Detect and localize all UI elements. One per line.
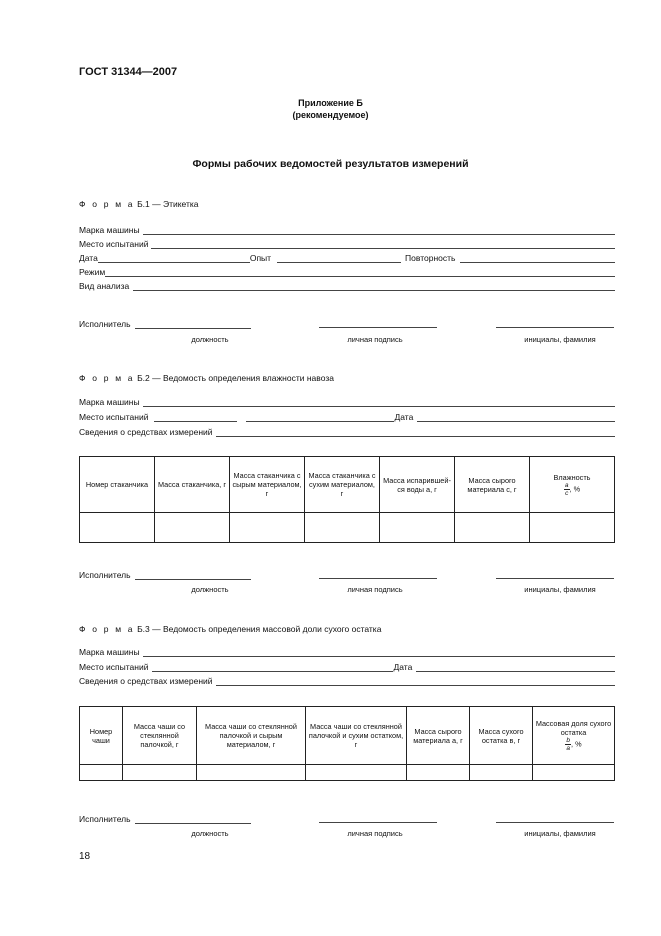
position-field[interactable] <box>135 814 251 824</box>
initials-caption: инициалы, фамилия <box>524 829 596 838</box>
form-word: Ф о р м а <box>79 199 135 209</box>
means-label: Сведения о средствах измерений <box>79 676 213 686</box>
initials-caption: инициалы, фамилия <box>524 335 596 344</box>
initials-caption: инициалы, фамилия <box>524 585 596 594</box>
form-b1-date-row <box>79 253 615 263</box>
column-header: Масса стаканчика с сырым материалом, г <box>230 457 305 513</box>
form-b2-means-row <box>79 427 615 437</box>
column-header: Масса испарившей-ся воды a, г <box>380 457 455 513</box>
humidity-header: Влажность $\frac{a}{c}$ , % <box>530 457 615 513</box>
date-label: Дата <box>394 412 414 422</box>
column-header: Масса чаши со стеклянной палочкой, г <box>123 707 197 765</box>
repeat-label: Повторность <box>405 253 456 263</box>
executor-row-1 <box>79 319 251 329</box>
fraction-header: Массовая доля сухого остатка $\frac{b}{a}$ , % <box>533 707 615 765</box>
form-b3-means-row <box>79 676 615 686</box>
table-cell[interactable] <box>80 765 123 781</box>
form-b1-place-row <box>79 239 615 249</box>
form-b3-heading <box>79 624 381 634</box>
table-cell[interactable] <box>407 765 470 781</box>
column-header: Массовая доля сухого остатка <box>535 719 612 737</box>
date-field[interactable] <box>417 412 615 422</box>
date-field[interactable] <box>98 253 250 263</box>
position-caption: должность <box>191 335 229 344</box>
table-cell[interactable] <box>80 513 155 543</box>
humidity-fraction: $\frac{a}{c}$ <box>564 481 569 497</box>
column-header: Масса сырого материала c, г <box>455 457 530 513</box>
mode-field[interactable] <box>105 267 615 277</box>
brand-field[interactable] <box>143 647 615 657</box>
place-label: Место испытаний <box>79 662 149 672</box>
form-b1-mode-row <box>79 267 615 277</box>
column-header: Номер стаканчика <box>80 457 155 513</box>
means-field[interactable] <box>216 676 615 686</box>
analysis-label: Вид анализа <box>79 281 130 291</box>
signature-caption: личная подпись <box>347 335 403 344</box>
trial-label: Опыт <box>249 253 272 263</box>
form-word: Ф о р м а <box>79 373 135 383</box>
trial-field[interactable] <box>277 253 401 263</box>
fraction-formula: $\frac{b}{a}$ <box>566 737 571 752</box>
form-b1-analysis-row <box>79 281 615 291</box>
place-label: Место испытаний <box>79 239 149 249</box>
analysis-field[interactable] <box>133 281 615 291</box>
signature-field[interactable] <box>319 569 437 579</box>
brand-label: Марка машины <box>79 647 140 657</box>
initials-field[interactable] <box>496 813 614 823</box>
appendix-subtitle: (рекомендуемое) <box>292 110 369 120</box>
table-cell[interactable] <box>470 765 533 781</box>
position-field[interactable] <box>135 570 251 580</box>
means-label: Сведения о средствах измерений <box>79 427 213 437</box>
place-label: Место испытаний <box>79 412 149 422</box>
table-cell[interactable] <box>306 765 407 781</box>
executor-label: Исполнитель <box>79 570 131 580</box>
form-b2-heading <box>79 373 334 383</box>
table-cell[interactable] <box>230 513 305 543</box>
humidity-table <box>79 456 615 543</box>
table-row <box>80 765 615 781</box>
column-header: Влажность <box>553 472 591 482</box>
position-caption: должность <box>191 829 229 838</box>
repeat-field[interactable] <box>460 253 615 263</box>
signature-caption: личная подпись <box>347 585 403 594</box>
table-cell[interactable] <box>533 765 615 781</box>
form-b2-brand-row <box>79 397 615 407</box>
table-cell[interactable] <box>305 513 380 543</box>
place-field[interactable] <box>154 412 237 422</box>
date-label: Дата <box>79 253 98 263</box>
position-field[interactable] <box>135 319 251 329</box>
appendix-title: Приложение Б <box>298 98 363 108</box>
table-cell[interactable] <box>530 513 615 543</box>
mode-label: Режим <box>79 267 106 277</box>
place-field-2[interactable] <box>246 412 394 422</box>
document-header: ГОСТ 31344—2007 <box>79 66 178 78</box>
form-b3-label: Б.3 — Ведомость определения массовой доли сухого остатка <box>134 624 382 634</box>
brand-field[interactable] <box>143 225 615 235</box>
place-field[interactable] <box>152 662 393 672</box>
brand-label: Марка машины <box>79 397 140 407</box>
signature-field[interactable] <box>319 318 437 328</box>
table-cell[interactable] <box>455 513 530 543</box>
table-cell[interactable] <box>155 513 230 543</box>
executor-label: Исполнитель <box>79 319 131 329</box>
form-b1-brand-row <box>79 225 615 235</box>
position-caption: должность <box>191 585 229 594</box>
executor-row-2 <box>79 570 251 580</box>
column-header: Масса сухого остатка в, г <box>470 707 533 765</box>
page-number: 18 <box>79 851 91 862</box>
form-b1-heading <box>79 199 199 209</box>
initials-field[interactable] <box>496 569 614 579</box>
column-header: Номер чаши <box>80 707 123 765</box>
means-field[interactable] <box>216 427 615 437</box>
table-cell[interactable] <box>123 765 197 781</box>
executor-label: Исполнитель <box>79 814 131 824</box>
executor-row-3 <box>79 814 251 824</box>
column-header: Масса стаканчика с сухим материалом, г <box>305 457 380 513</box>
table-cell[interactable] <box>197 765 306 781</box>
column-header: Масса сырого материала a, г <box>407 707 470 765</box>
document-title: Формы рабочих ведомостей результатов измерений <box>192 158 469 170</box>
place-field[interactable] <box>151 239 615 249</box>
form-b1-label: Б.1 — Этикетка <box>134 199 199 209</box>
signature-field[interactable] <box>319 813 437 823</box>
brand-label: Марка машины <box>79 225 140 235</box>
date-label: Дата <box>393 662 413 672</box>
table-row <box>80 513 615 543</box>
column-header: Масса чаши со стеклянной палочкой и сухим остатком, г <box>306 707 407 765</box>
column-header: Масса стаканчика, г <box>155 457 230 513</box>
brand-field[interactable] <box>143 397 615 407</box>
signature-caption: личная подпись <box>347 829 403 838</box>
initials-field[interactable] <box>496 318 614 328</box>
column-header: Масса чаши со стеклянной палочкой и сырым материалом, г <box>197 707 306 765</box>
form-b2-place-row <box>79 412 615 422</box>
form-b2-label: Б.2 — Ведомость определения влажности навоза <box>134 373 334 383</box>
form-b3-brand-row <box>79 647 615 657</box>
form-b3-place-row <box>79 662 615 672</box>
date-field[interactable] <box>416 662 615 672</box>
table-cell[interactable] <box>380 513 455 543</box>
form-word: Ф о р м а <box>79 624 135 634</box>
dry-residue-table <box>79 706 615 781</box>
